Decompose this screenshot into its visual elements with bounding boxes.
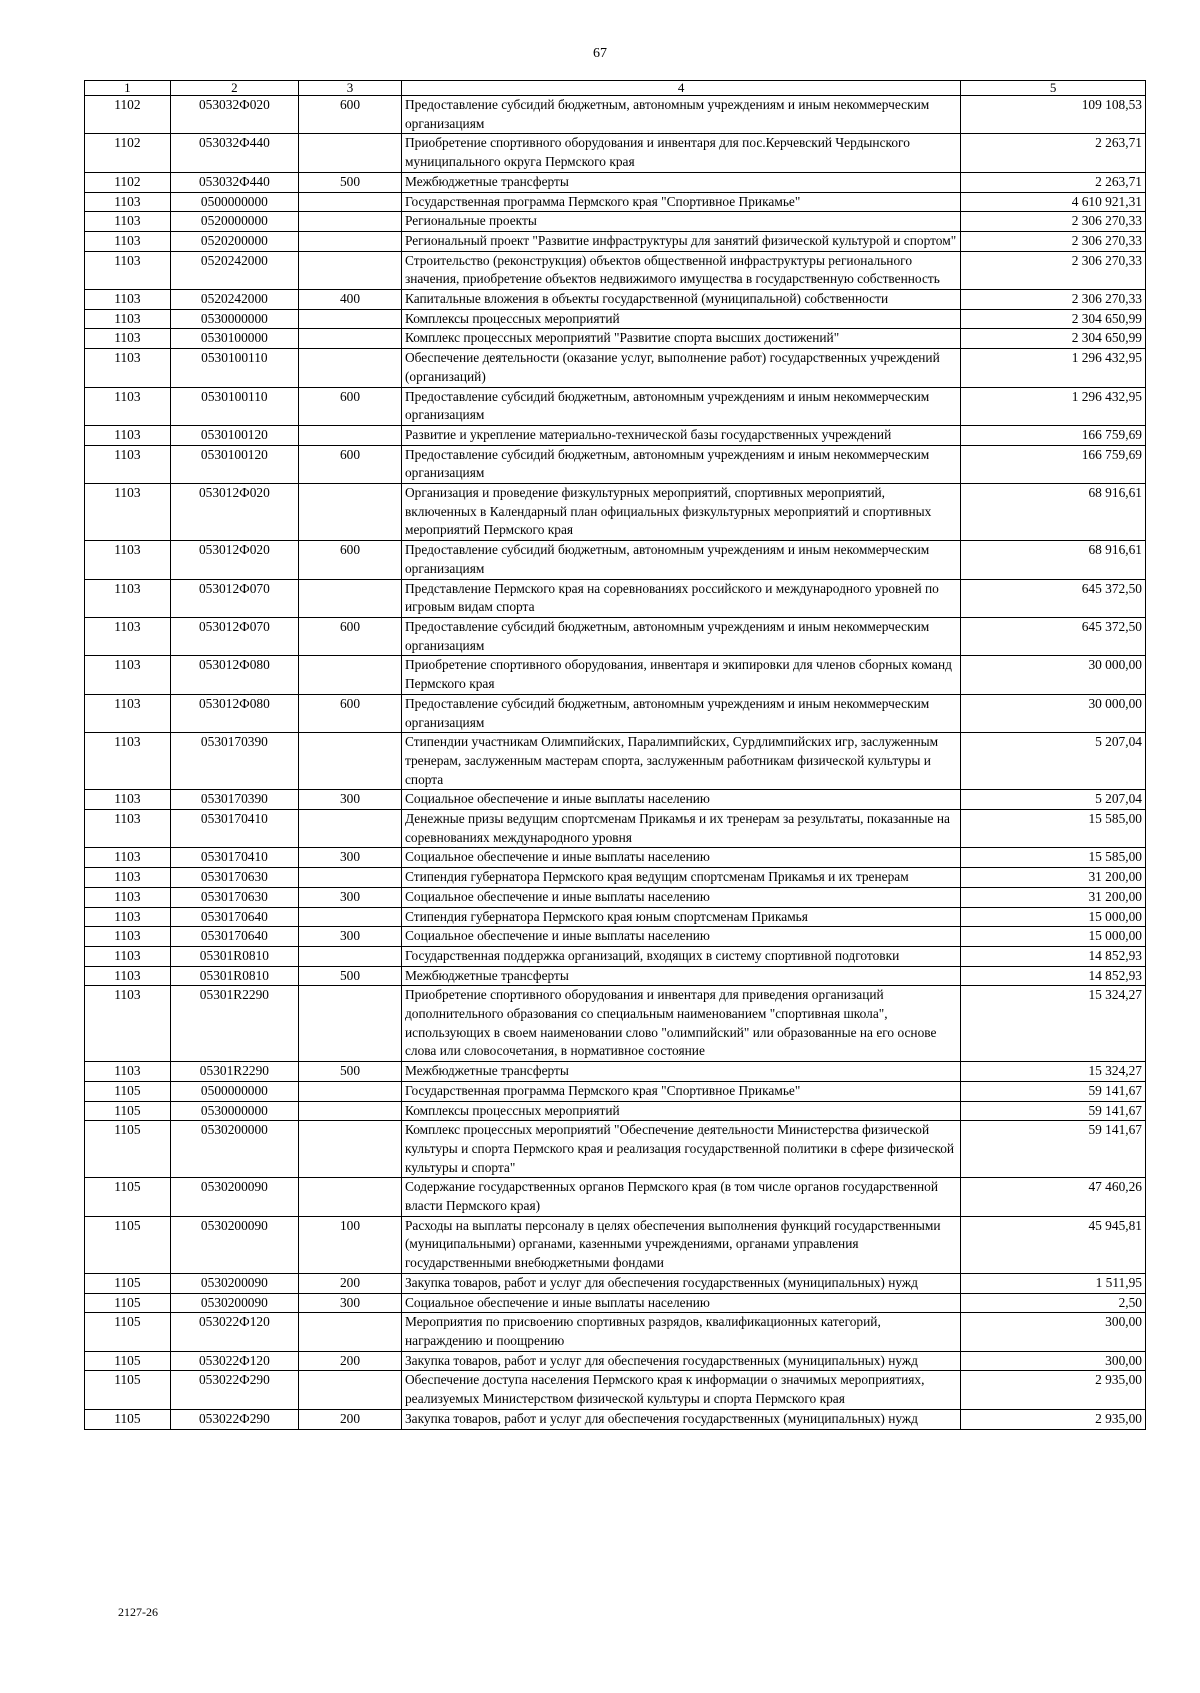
expense-type-cell	[299, 1313, 402, 1351]
expense-type-cell: 600	[299, 445, 402, 483]
target-code-cell: 0530000000	[170, 309, 298, 329]
section-code-cell: 1103	[85, 848, 171, 868]
description-cell: Государственная поддержка организаций, входящих в систему спортивной подготовки	[401, 946, 960, 966]
section-code-cell: 1103	[85, 966, 171, 986]
expense-type-cell: 500	[299, 1062, 402, 1082]
amount-cell: 45 945,81	[961, 1216, 1146, 1273]
description-cell: Приобретение спортивного оборудования, инвентаря и экипировки для членов сборных команд Пермского края	[401, 656, 960, 694]
expense-type-cell	[299, 425, 402, 445]
table-row	[85, 986, 1146, 1062]
description-cell: Предоставление субсидий бюджетным, автономным учреждениям и иным некоммерческим организациям	[401, 694, 960, 732]
amount-cell: 15 000,00	[961, 907, 1146, 927]
expense-type-cell: 600	[299, 617, 402, 655]
amount-cell: 109 108,53	[961, 96, 1146, 134]
target-code-cell: 0530170640	[170, 907, 298, 927]
description-cell: Межбюджетные трансферты	[401, 172, 960, 192]
description-cell: Организация и проведение физкультурных мероприятий, спортивных мероприятий, включенных в Календарный план официальных физкультурных мероприятий и спортивных мероприятий Пермского края	[401, 484, 960, 541]
target-code-cell: 05301R2290	[170, 986, 298, 1062]
description-cell: Региональный проект "Развитие инфраструктуры для занятий физической культурой и спортом"	[401, 231, 960, 251]
section-code-cell: 1105	[85, 1216, 171, 1273]
section-code-cell: 1103	[85, 656, 171, 694]
target-code-cell: 0530170630	[170, 887, 298, 907]
section-code-cell: 1103	[85, 986, 171, 1062]
table-row	[85, 349, 1146, 387]
table-row	[85, 1081, 1146, 1101]
amount-cell: 2 306 270,33	[961, 251, 1146, 289]
table-row	[85, 290, 1146, 310]
description-cell: Стипендии участникам Олимпийских, Паралимпийских, Сурдлимпийских игр, заслуженным тренерам, заслуженным мастерам спорта, заслуженным работникам физической культуры и спорта	[401, 733, 960, 790]
target-code-cell: 0530170640	[170, 927, 298, 947]
table-row	[85, 868, 1146, 888]
description-cell: Обеспечение доступа населения Пермского края к информации о значимых мероприятиях, реализуемых Министерством физической культуры и спорта Пермского края	[401, 1371, 960, 1409]
amount-cell: 2 304 650,99	[961, 309, 1146, 329]
header-cell: 2	[170, 81, 298, 96]
expense-type-cell: 500	[299, 966, 402, 986]
target-code-cell: 0520242000	[170, 290, 298, 310]
target-code-cell: 053032Ф440	[170, 134, 298, 172]
table-row	[85, 617, 1146, 655]
amount-cell: 31 200,00	[961, 887, 1146, 907]
header-cell: 3	[299, 81, 402, 96]
section-code-cell: 1102	[85, 172, 171, 192]
expense-type-cell	[299, 986, 402, 1062]
table-header-row	[85, 81, 1146, 96]
expense-type-cell: 600	[299, 96, 402, 134]
amount-cell: 645 372,50	[961, 617, 1146, 655]
target-code-cell: 0530170390	[170, 733, 298, 790]
table-row	[85, 192, 1146, 212]
section-code-cell: 1103	[85, 790, 171, 810]
amount-cell: 68 916,61	[961, 484, 1146, 541]
expense-type-cell: 300	[299, 927, 402, 947]
table-row	[85, 966, 1146, 986]
target-code-cell: 0520000000	[170, 212, 298, 232]
amount-cell: 5 207,04	[961, 790, 1146, 810]
section-code-cell: 1103	[85, 251, 171, 289]
expense-type-cell	[299, 134, 402, 172]
description-cell: Предоставление субсидий бюджетным, автономным учреждениям и иным некоммерческим организациям	[401, 387, 960, 425]
description-cell: Комплекс процессных мероприятий "Обеспечение деятельности Министерства физической культуры и спорта Пермского края и реализация государственной политики в сфере физической культуры и спорта"	[401, 1121, 960, 1178]
description-cell: Социальное обеспечение и иные выплаты населению	[401, 927, 960, 947]
description-cell: Межбюджетные трансферты	[401, 966, 960, 986]
amount-cell: 30 000,00	[961, 656, 1146, 694]
description-cell: Государственная программа Пермского края "Спортивное Прикамье"	[401, 1081, 960, 1101]
description-cell: Региональные проекты	[401, 212, 960, 232]
section-code-cell: 1103	[85, 541, 171, 579]
target-code-cell: 053022Ф120	[170, 1351, 298, 1371]
table-row	[85, 907, 1146, 927]
expense-type-cell: 300	[299, 790, 402, 810]
amount-cell: 47 460,26	[961, 1178, 1146, 1216]
description-cell: Социальное обеспечение и иные выплаты населению	[401, 848, 960, 868]
expense-type-cell	[299, 868, 402, 888]
target-code-cell: 0530000000	[170, 1101, 298, 1121]
target-code-cell: 05301R0810	[170, 966, 298, 986]
section-code-cell: 1103	[85, 290, 171, 310]
description-cell: Капитальные вложения в объекты государственной (муниципальной) собственности	[401, 290, 960, 310]
table-row	[85, 1293, 1146, 1313]
section-code-cell: 1103	[85, 907, 171, 927]
expense-type-cell	[299, 1081, 402, 1101]
table-row	[85, 1121, 1146, 1178]
description-cell: Социальное обеспечение и иные выплаты населению	[401, 1293, 960, 1313]
table-row	[85, 1178, 1146, 1216]
expense-type-cell	[299, 231, 402, 251]
target-code-cell: 0530170390	[170, 790, 298, 810]
target-code-cell: 0530200090	[170, 1273, 298, 1293]
target-code-cell: 0530100110	[170, 349, 298, 387]
expense-type-cell: 200	[299, 1351, 402, 1371]
expense-type-cell: 600	[299, 541, 402, 579]
description-cell: Закупка товаров, работ и услуг для обеспечения государственных (муниципальных) нужд	[401, 1351, 960, 1371]
amount-cell: 2 935,00	[961, 1371, 1146, 1409]
page-number: 67	[593, 46, 607, 61]
table-row	[85, 1062, 1146, 1082]
table-row	[85, 231, 1146, 251]
amount-cell: 15 324,27	[961, 986, 1146, 1062]
table-row	[85, 329, 1146, 349]
expense-type-cell: 200	[299, 1409, 402, 1429]
description-cell: Предоставление субсидий бюджетным, автономным учреждениям и иным некоммерческим организациям	[401, 96, 960, 134]
amount-cell: 2 306 270,33	[961, 290, 1146, 310]
expense-type-cell: 100	[299, 1216, 402, 1273]
target-code-cell: 0530200090	[170, 1178, 298, 1216]
expense-type-cell: 300	[299, 848, 402, 868]
target-code-cell: 053032Ф020	[170, 96, 298, 134]
expense-type-cell	[299, 251, 402, 289]
table-row	[85, 1216, 1146, 1273]
table-row	[85, 848, 1146, 868]
table-row	[85, 656, 1146, 694]
section-code-cell: 1103	[85, 810, 171, 848]
header-cell: 4	[401, 81, 960, 96]
target-code-cell: 0530170410	[170, 810, 298, 848]
expense-type-cell	[299, 946, 402, 966]
target-code-cell: 0500000000	[170, 1081, 298, 1101]
table-row	[85, 309, 1146, 329]
section-code-cell: 1103	[85, 694, 171, 732]
amount-cell: 15 000,00	[961, 927, 1146, 947]
target-code-cell: 0520200000	[170, 231, 298, 251]
section-code-cell: 1105	[85, 1121, 171, 1178]
target-code-cell: 053012Ф070	[170, 617, 298, 655]
amount-cell: 2 935,00	[961, 1409, 1146, 1429]
table-row	[85, 1313, 1146, 1351]
expense-type-cell	[299, 192, 402, 212]
amount-cell: 645 372,50	[961, 579, 1146, 617]
target-code-cell: 053012Ф080	[170, 656, 298, 694]
target-code-cell: 053022Ф290	[170, 1409, 298, 1429]
amount-cell: 2,50	[961, 1293, 1146, 1313]
expense-type-cell	[299, 733, 402, 790]
description-cell: Обеспечение деятельности (оказание услуг, выполнение работ) государственных учреждений (организаций)	[401, 349, 960, 387]
section-code-cell: 1105	[85, 1409, 171, 1429]
section-code-cell: 1103	[85, 617, 171, 655]
amount-cell: 2 263,71	[961, 172, 1146, 192]
description-cell: Представление Пермского края на соревнованиях российского и международного уровней по игровым видам спорта	[401, 579, 960, 617]
budget-table	[84, 80, 1146, 1430]
amount-cell: 5 207,04	[961, 733, 1146, 790]
table-row	[85, 445, 1146, 483]
expense-type-cell	[299, 1121, 402, 1178]
amount-cell: 59 141,67	[961, 1081, 1146, 1101]
expense-type-cell	[299, 484, 402, 541]
target-code-cell: 0530200090	[170, 1216, 298, 1273]
description-cell: Стипендия губернатора Пермского края юным спортсменам Прикамья	[401, 907, 960, 927]
target-code-cell: 0500000000	[170, 192, 298, 212]
amount-cell: 2 306 270,33	[961, 231, 1146, 251]
table-row	[85, 810, 1146, 848]
section-code-cell: 1103	[85, 425, 171, 445]
amount-cell: 1 296 432,95	[961, 349, 1146, 387]
description-cell: Межбюджетные трансферты	[401, 1062, 960, 1082]
target-code-cell: 053012Ф080	[170, 694, 298, 732]
target-code-cell: 0530200090	[170, 1293, 298, 1313]
section-code-cell: 1105	[85, 1371, 171, 1409]
description-cell: Комплексы процессных мероприятий	[401, 1101, 960, 1121]
target-code-cell: 053032Ф440	[170, 172, 298, 192]
amount-cell: 68 916,61	[961, 541, 1146, 579]
section-code-cell: 1103	[85, 1062, 171, 1082]
header-cell: 5	[961, 81, 1146, 96]
description-cell: Развитие и укрепление материально-технической базы государственных учреждений	[401, 425, 960, 445]
table-row	[85, 733, 1146, 790]
amount-cell: 4 610 921,31	[961, 192, 1146, 212]
description-cell: Приобретение спортивного оборудования и инвентаря для приведения организаций дополнительного образования со специальным наименованием "спортивная школа", использующих в своем наименовании слово "олимпийский" или образованные на его основе слова или словосочетания, в нормативное состояние	[401, 986, 960, 1062]
expense-type-cell	[299, 329, 402, 349]
description-cell: Социальное обеспечение и иные выплаты населению	[401, 887, 960, 907]
amount-cell: 59 141,67	[961, 1121, 1146, 1178]
table-row	[85, 212, 1146, 232]
target-code-cell: 0530170630	[170, 868, 298, 888]
section-code-cell: 1105	[85, 1351, 171, 1371]
table-row	[85, 1409, 1146, 1429]
section-code-cell: 1103	[85, 484, 171, 541]
table-row	[85, 790, 1146, 810]
section-code-cell: 1103	[85, 579, 171, 617]
target-code-cell: 053022Ф290	[170, 1371, 298, 1409]
expense-type-cell: 300	[299, 887, 402, 907]
description-cell: Денежные призы ведущим спортсменам Прикамья и их тренерам за результаты, показанные на соревнованиях международного уровня	[401, 810, 960, 848]
expense-type-cell: 200	[299, 1273, 402, 1293]
section-code-cell: 1103	[85, 309, 171, 329]
table-row	[85, 1101, 1146, 1121]
description-cell: Предоставление субсидий бюджетным, автономным учреждениям и иным некоммерческим организациям	[401, 445, 960, 483]
table-row	[85, 425, 1146, 445]
amount-cell: 14 852,93	[961, 946, 1146, 966]
table-row	[85, 484, 1146, 541]
description-cell: Приобретение спортивного оборудования и инвентаря для пос.Керчевский Чердынского муниципального округа Пермского края	[401, 134, 960, 172]
section-code-cell: 1105	[85, 1178, 171, 1216]
section-code-cell: 1105	[85, 1101, 171, 1121]
target-code-cell: 053022Ф120	[170, 1313, 298, 1351]
description-cell: Закупка товаров, работ и услуг для обеспечения государственных (муниципальных) нужд	[401, 1409, 960, 1429]
expense-type-cell: 500	[299, 172, 402, 192]
description-cell: Расходы на выплаты персоналу в целях обеспечения выполнения функций государственными (муниципальными) органами, казенными учреждениями, органами управления государственными внебюджетными фондами	[401, 1216, 960, 1273]
expense-type-cell	[299, 810, 402, 848]
section-code-cell: 1103	[85, 927, 171, 947]
target-code-cell: 0530100110	[170, 387, 298, 425]
table-row	[85, 96, 1146, 134]
target-code-cell: 0530100120	[170, 445, 298, 483]
section-code-cell: 1103	[85, 329, 171, 349]
table-row	[85, 541, 1146, 579]
table-body	[85, 81, 1146, 1430]
target-code-cell: 0530170410	[170, 848, 298, 868]
expense-type-cell	[299, 1101, 402, 1121]
expense-type-cell	[299, 579, 402, 617]
target-code-cell: 0530100120	[170, 425, 298, 445]
target-code-cell: 0530100000	[170, 329, 298, 349]
table-row	[85, 927, 1146, 947]
amount-cell: 1 511,95	[961, 1273, 1146, 1293]
table-row	[85, 694, 1146, 732]
amount-cell: 15 324,27	[961, 1062, 1146, 1082]
section-code-cell: 1105	[85, 1081, 171, 1101]
amount-cell: 300,00	[961, 1351, 1146, 1371]
section-code-cell: 1103	[85, 349, 171, 387]
section-code-cell: 1103	[85, 887, 171, 907]
description-cell: Содержание государственных органов Пермского края (в том числе органов государственной власти Пермского края)	[401, 1178, 960, 1216]
section-code-cell: 1105	[85, 1313, 171, 1351]
expense-type-cell	[299, 1371, 402, 1409]
description-cell: Предоставление субсидий бюджетным, автономным учреждениям и иным некоммерческим организациям	[401, 541, 960, 579]
expense-type-cell	[299, 212, 402, 232]
amount-cell: 2 263,71	[961, 134, 1146, 172]
section-code-cell: 1105	[85, 1273, 171, 1293]
section-code-cell: 1103	[85, 231, 171, 251]
table-row	[85, 1351, 1146, 1371]
amount-cell: 30 000,00	[961, 694, 1146, 732]
expense-type-cell: 300	[299, 1293, 402, 1313]
expense-type-cell: 600	[299, 387, 402, 425]
description-cell: Строительство (реконструкция) объектов общественной инфраструктуры регионального значения, приобретение объектов недвижимого имущества в государственную собственность	[401, 251, 960, 289]
amount-cell: 2 304 650,99	[961, 329, 1146, 349]
target-code-cell: 05301R2290	[170, 1062, 298, 1082]
amount-cell: 166 759,69	[961, 425, 1146, 445]
target-code-cell: 05301R0810	[170, 946, 298, 966]
description-cell: Государственная программа Пермского края "Спортивное Прикамье"	[401, 192, 960, 212]
description-cell: Стипендия губернатора Пермского края ведущим спортсменам Прикамья и их тренерам	[401, 868, 960, 888]
section-code-cell: 1103	[85, 192, 171, 212]
expense-type-cell: 400	[299, 290, 402, 310]
target-code-cell: 0520242000	[170, 251, 298, 289]
amount-cell: 59 141,67	[961, 1101, 1146, 1121]
description-cell: Комплексы процессных мероприятий	[401, 309, 960, 329]
table-row	[85, 946, 1146, 966]
description-cell: Мероприятия по присвоению спортивных разрядов, квалификационных категорий, награждению и поощрению	[401, 1313, 960, 1351]
amount-cell: 1 296 432,95	[961, 387, 1146, 425]
section-code-cell: 1103	[85, 445, 171, 483]
target-code-cell: 053012Ф020	[170, 484, 298, 541]
section-code-cell: 1103	[85, 868, 171, 888]
expense-type-cell	[299, 656, 402, 694]
header-cell: 1	[85, 81, 171, 96]
amount-cell: 14 852,93	[961, 966, 1146, 986]
section-code-cell: 1103	[85, 733, 171, 790]
table-row	[85, 172, 1146, 192]
description-cell: Предоставление субсидий бюджетным, автономным учреждениям и иным некоммерческим организациям	[401, 617, 960, 655]
target-code-cell: 053012Ф070	[170, 579, 298, 617]
target-code-cell: 053012Ф020	[170, 541, 298, 579]
table-row	[85, 1273, 1146, 1293]
expense-type-cell: 600	[299, 694, 402, 732]
description-cell: Комплекс процессных мероприятий "Развитие спорта высших достижений"	[401, 329, 960, 349]
table-row	[85, 1371, 1146, 1409]
amount-cell: 300,00	[961, 1313, 1146, 1351]
amount-cell: 2 306 270,33	[961, 212, 1146, 232]
document-code: 2127-26	[118, 1605, 158, 1619]
section-code-cell: 1103	[85, 946, 171, 966]
section-code-cell: 1102	[85, 134, 171, 172]
description-cell: Социальное обеспечение и иные выплаты населению	[401, 790, 960, 810]
amount-cell: 31 200,00	[961, 868, 1146, 888]
expense-type-cell	[299, 349, 402, 387]
section-code-cell: 1102	[85, 96, 171, 134]
section-code-cell: 1103	[85, 387, 171, 425]
amount-cell: 15 585,00	[961, 848, 1146, 868]
table-row	[85, 579, 1146, 617]
section-code-cell: 1103	[85, 212, 171, 232]
section-code-cell: 1105	[85, 1293, 171, 1313]
expense-type-cell	[299, 1178, 402, 1216]
expense-type-cell	[299, 309, 402, 329]
description-cell: Закупка товаров, работ и услуг для обеспечения государственных (муниципальных) нужд	[401, 1273, 960, 1293]
table-row	[85, 251, 1146, 289]
table-row	[85, 887, 1146, 907]
target-code-cell: 0530200000	[170, 1121, 298, 1178]
table-row	[85, 387, 1146, 425]
amount-cell: 15 585,00	[961, 810, 1146, 848]
amount-cell: 166 759,69	[961, 445, 1146, 483]
expense-type-cell	[299, 907, 402, 927]
table-row	[85, 134, 1146, 172]
